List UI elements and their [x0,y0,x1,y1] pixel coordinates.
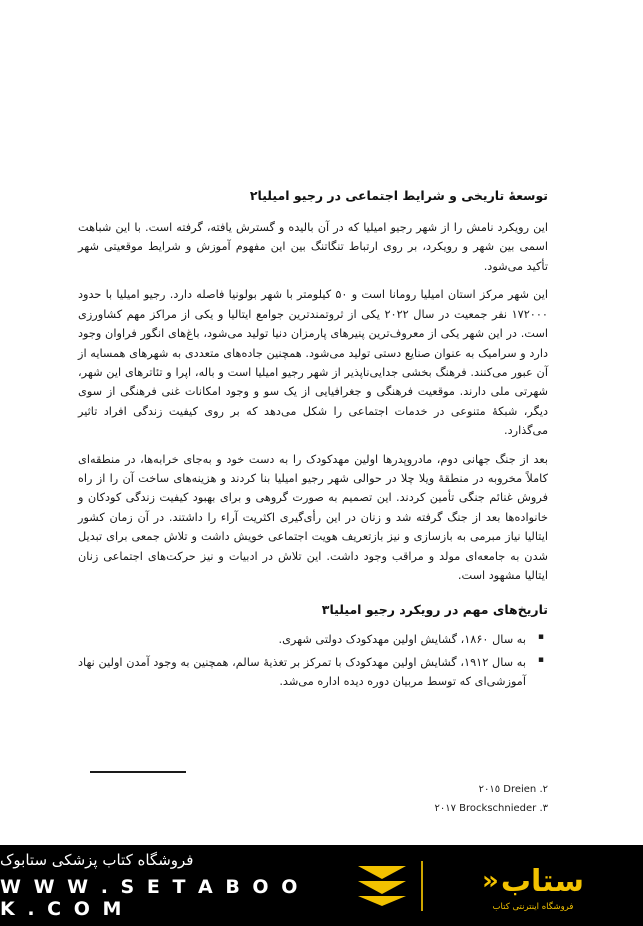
list-item: ▪ به سال ۱۸۶۰، گشایش اولین مهدکودک دولتی شهری. [78,630,548,649]
banner-text-block [0,845,343,926]
paragraph: این شهر مرکز استان امیلیا رومانا است و ۵۰ کیلومتر با شهر بولونیا فاصله دارد. رجیو امیلیا با حدود ۱۷۲۰۰۰ نفر جمعیت در سال ۲۰۲۲ یکی از ثروتمندترین جوامع ایتالیا و یکی از مراکز مهم کشاورزی است. در این شهر یکی از معروف‌ترین پنیرهای پارمزان دنیا تولید می‌شود، باغ‌های انگور فراوان وجود دارد و سرامیک به عنوان صنایع دستی تولید می‌شود. همچنین جاده‌های متعددی به شهرهای همسایه از آن عبور می‌کنند. فرهنگ بخشی جدایی‌ناپذیر از شهر رجیو امیلیا است و باله، اپرا و تئاترهای این شهر، شهرتی ملی دارند. موقعیت فرهنگی و جغرافیایی از یک سو و وجود امکانات غنی فرهنگی از سوی دیگر، شبکهٔ متنوعی در خدمات اجتماعی را شکل می‌دهد که بر روی کیفیت زندگی افراد تاثیر می‌گذارد. [78,288,549,438]
store-logo [423,845,643,926]
banner-divider [421,861,423,911]
watermark-banner [0,845,643,926]
key-dates-list [78,630,548,692]
section-title-secondary: تاریخ‌های مهم در رویکرد رجیو امیلیا٣ [321,601,548,617]
footnote: ٣. Brockschnieder ٢٠١٧ [434,803,548,814]
chevron-stack-icon [358,864,406,908]
paragraph: بعد از جنگ جهانی دوم، مادر‌وپدرها اولین مهدکودک را به دست خود و به‌جای خرابه‌ها، در منطقه‌ای کاملاً مخروبه در منطقهٔ ویلا چلا در حوالی شهر رجیو امیلیا بنا کردند و هزینه‌های ساخت آن را از راه فروش غنائم جنگی تأمین کردند. این تصمیم به صورت گروهی و برای بهبود کیفیت زندگی کودکان و خانواده‌ها بعد از جنگ گرفته شد و زنان در این رأی‌گیری اکثریت آراء را داشتند. در آن زمان کشور ایتالیا نیاز مبرمی به بازسازی و نیز بازتعریف هویت اجتماعی خویش داشت و تلاش جمعی برای تبدیل شدن به جامعه‌ای مولد و مراقب وجود داشت. این تلاش در ادبیات و نیز حرکت‌های اجتماعی زنان ایتالیا مشهود است. [78,452,548,583]
footnote-separator [90,771,186,773]
section-title: توسعهٔ تاریخی و شرایط اجتماعی در رجیو امیلیا٢ [249,188,548,203]
chevron-mark-icon [343,845,421,926]
page-content [78,186,548,696]
footnotes [78,780,548,818]
banner-store-name: فروشگاه کتاب پزشکی ستابوک [0,851,194,869]
list-item: ▪ به سال ۱۹۱۲، گشایش اولین مهدکودک با تمرکز بر تغذیهٔ سالم، همچنین به وجود آمدن اولین نهاد آموزشی‌ای که توسط مربیان دوره دیده اداره می‌شد. [78,653,548,692]
footnote: ٢. Dreien ٢٠١٥ [478,784,548,795]
double-chevron-icon: « [482,865,499,896]
store-logo-word: ستاب [500,863,584,899]
paragraph: این رویکرد نامش را از شهر رجیو امیلیا که در آن بالیده و گسترش یافته، گرفته است. با این شباهت اسمی بین شهر و رویکرد، بر روی ارتباط تنگاتنگ بین این مفهوم آموزش و شرایط موقعیتی شهر تأکید می‌شود. [78,221,548,273]
store-logo-subtitle: فروشگاه اینترنتی کتاب [492,902,574,912]
banner-url[interactable]: W W W . S E T A B O O K . C O M [0,876,301,920]
